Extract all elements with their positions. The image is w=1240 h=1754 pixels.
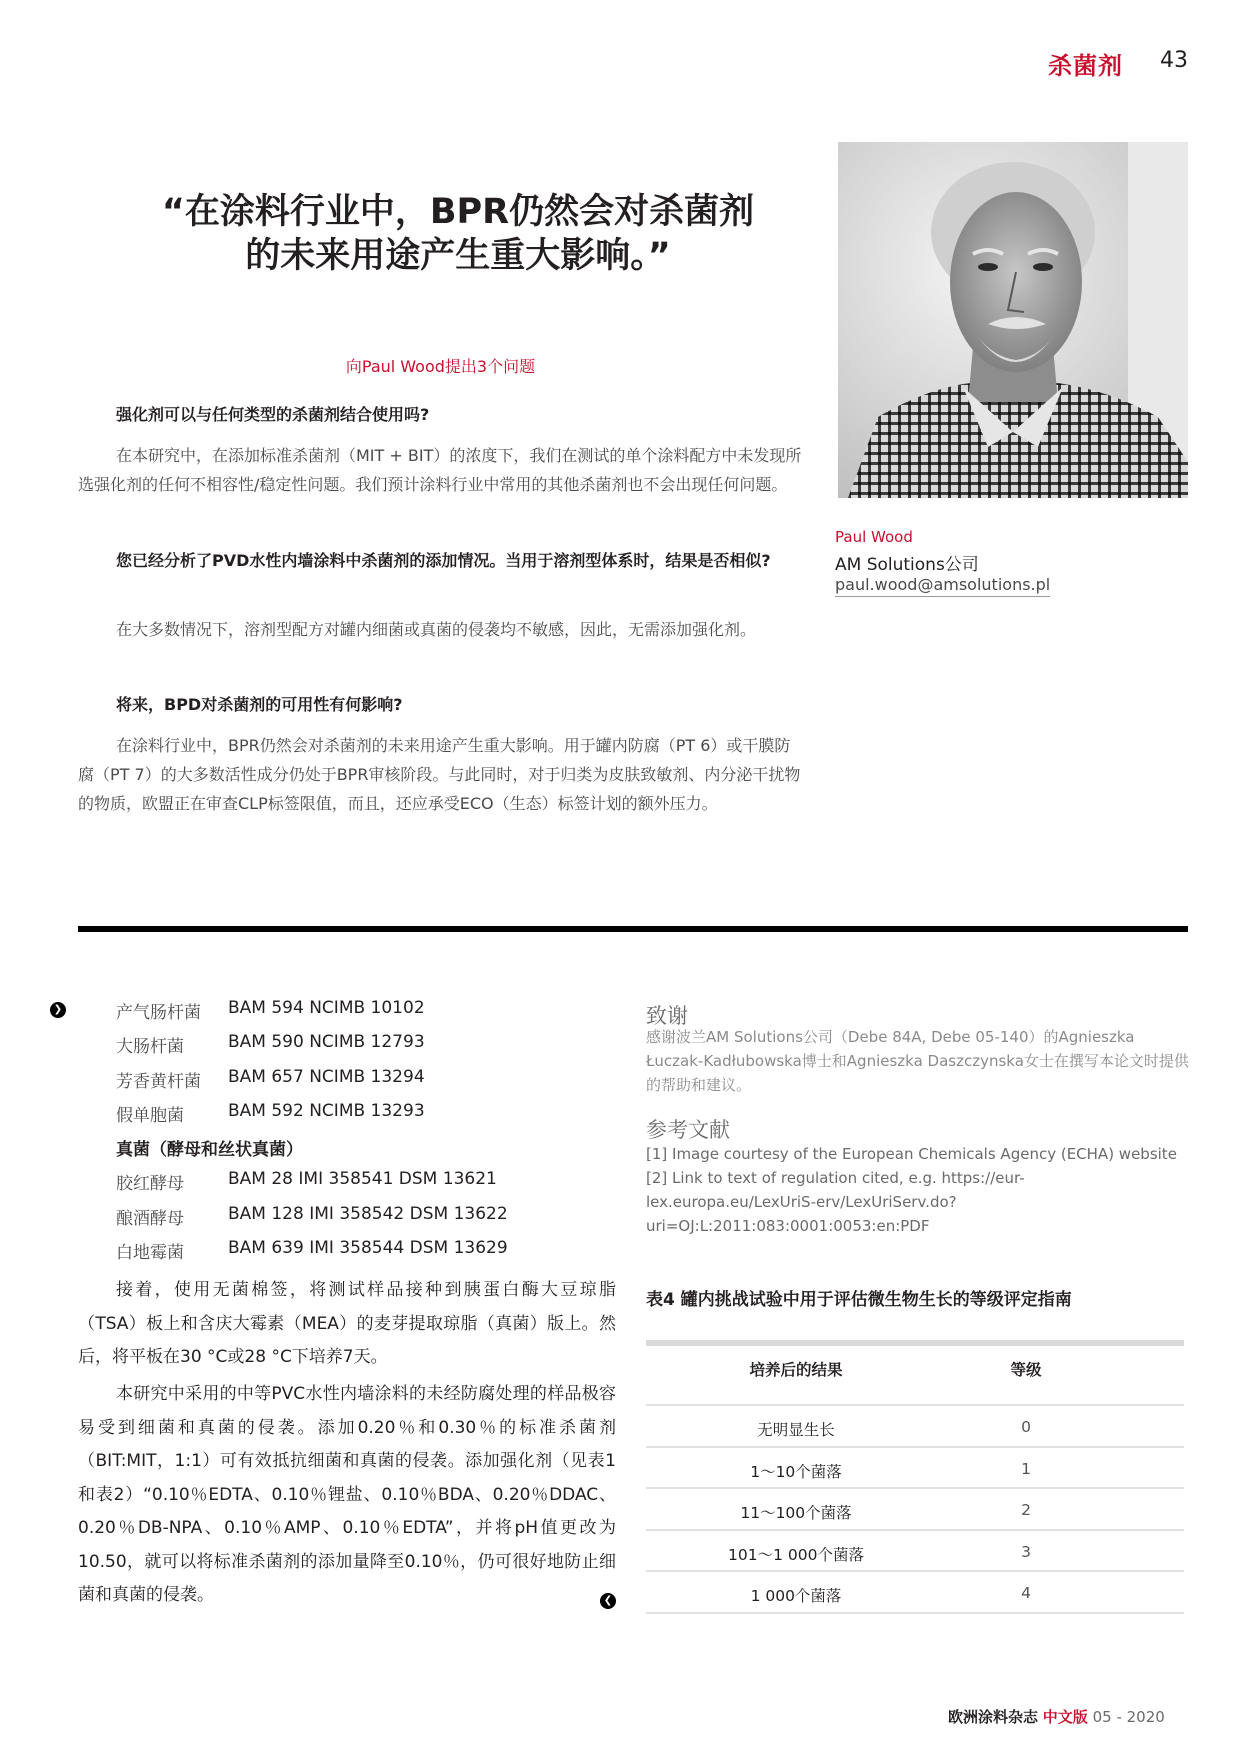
list-item (116, 1032, 626, 1066)
table-cell-result: 101～1 000个菌落 (728, 1545, 864, 1564)
rating-table (646, 1340, 1184, 1614)
strain-list (116, 998, 626, 1272)
strain-code: BAM 590 NCIMB 12793 (228, 1032, 425, 1053)
author-name: Paul Wood (835, 528, 913, 546)
section-title: 杀菌剂 (1048, 52, 1123, 80)
headline-line-1: “在涂料行业中，BPR仍然会对杀菌剂 (161, 192, 755, 232)
references-list (646, 1142, 1191, 1238)
list-item (116, 1067, 626, 1101)
table-header-row (646, 1346, 1184, 1406)
acknowledgement-text: 感谢波兰AM Solutions公司（Debe 84A, Debe 05-140）的Agnieszka Łuczak-Kadłubowska博士和Agnieszka Daszczynska女士在撰写本论文时提供的帮助和建议。 (646, 1028, 1189, 1094)
table-cell-result: 1 000个菌落 (750, 1587, 842, 1605)
reference-item[interactable]: [2] Link to text of regulation cited, e.g. https://eur-lex.europa.eu/LexUriS-erv/LexUriServ.do?uri=OJ:L:2011:083:0001:0053:en:PDF (646, 1169, 1025, 1235)
table-caption: 表4 罐内挑战试验中用于评估微生物生长的等级评定指南 (646, 1290, 1072, 1310)
continue-arrow-icon[interactable]: ❯ (50, 1002, 66, 1018)
list-item (116, 1101, 626, 1135)
strain-code: BAM 28 IMI 358541 DSM 13621 (228, 1169, 497, 1190)
headline (98, 190, 818, 278)
headline-line-2: 的未来用途产生重大影响。” (245, 236, 671, 276)
strain-code: BAM 594 NCIMB 10102 (228, 998, 425, 1018)
strain-code: BAM 128 IMI 358542 DSM 13622 (228, 1203, 508, 1224)
strain-code: BAM 657 NCIMB 13294 (228, 1066, 425, 1087)
list-item (116, 1169, 626, 1203)
column-header: 培养后的结果 (749, 1361, 843, 1379)
page-number: 43 (1160, 48, 1188, 73)
list-item (116, 1135, 626, 1169)
strain-code: BAM 592 NCIMB 13293 (228, 1100, 425, 1121)
body-paragraph-1: 接着，使用无菌棉签，将测试样品接种到胰蛋白酶大豆琼脂（TSA）板上和含庆大霉素（MEA）的麦芽提取琼脂（真菌）版上。然后，将平板在30 °C或28 °C下培养7天。 (78, 1280, 616, 1367)
strain-name: 假单胞菌 (116, 1105, 184, 1126)
table-row (646, 1406, 1184, 1448)
table-cell-grade: 0 (1021, 1418, 1031, 1436)
question-2: 您已经分析了PVD水性内墙涂料中杀菌剂的添加情况。当用于溶剂型体系时，结果是否相似? (116, 551, 771, 570)
answer-1: 在本研究中，在添加标准杀菌剂（MIT + BIT）的浓度下，我们在测试的单个涂料配方中未发现所选强化剂的任何不相容性/稳定性问题。我们预计涂料行业中常用的其他杀菌剂也不会出现任何问题。 (78, 446, 802, 494)
strain-code: BAM 639 IMI 358544 DSM 13629 (228, 1238, 508, 1259)
answer-2: 在大多数情况下，溶剂型配方对罐内细菌或真菌的侵袭均不敏感，因此，无需添加强化剂。 (116, 620, 757, 639)
strain-name: 胶红酵母 (116, 1174, 184, 1195)
issue-label: 05 - 2020 (1092, 1708, 1165, 1726)
table-cell-result: 无明显生长 (757, 1421, 835, 1439)
table-row (646, 1531, 1184, 1573)
author-email-link[interactable]: paul.wood@amsolutions.pl (835, 575, 1050, 597)
strain-name: 产气肠杆菌 (116, 1003, 201, 1023)
fungi-group-heading: 真菌（酵母和丝状真菌） (116, 1140, 303, 1161)
author-portrait (838, 142, 1188, 498)
author-company: AM Solutions公司 (835, 555, 979, 575)
table-row (646, 1572, 1184, 1614)
table-cell-grade: 3 (1021, 1542, 1031, 1561)
answer-3: 在涂料行业中，BPR仍然会对杀菌剂的未来用途产生重大影响。用于罐内防腐（PT 6）或干膜防腐（PT 7）的大多数活性成分仍处于BPR审核阶段。与此同时，对于归类为皮肤致敏剂、内分泌干扰物的物质，欧盟正在审查CLP标签限值，而且，还应承受ECO（生态）标签计划的额外压力。 (78, 736, 801, 813)
magazine-name: 欧洲涂料杂志 (948, 1708, 1039, 1726)
table-cell-grade: 1 (1021, 1459, 1031, 1478)
acknowledgement-title: 致谢 (646, 1004, 688, 1028)
list-item (116, 998, 626, 1032)
table-cell-result: 11～100个菌落 (740, 1504, 852, 1522)
page-footer (948, 1706, 1165, 1727)
strain-name: 大肠杆菌 (116, 1037, 184, 1058)
table-cell-grade: 4 (1021, 1584, 1031, 1602)
back-arrow-icon[interactable]: ❮ (600, 1593, 616, 1609)
strain-name: 酿酒酵母 (116, 1208, 184, 1229)
references-title: 参考文献 (646, 1118, 730, 1142)
body-paragraph-2: 本研究中采用的中等PVC水性内墙涂料的未经防腐处理的样品极容易受到细菌和真菌的侵袭。添加0.20％和0.30％的标准杀菌剂（BIT:MIT，1:1）可有效抵抗细菌和真菌的侵袭。添加强化剂（见表1和表2）“0.10％EDTA、0.10％锂盐、0.10％BDA、0.20％DDAC、0.20％DB-NPA、0.10％AMP、0.10％EDTA”，并将pH值更改为10.50，就可以将标准杀菌剂的添加量降至0.10％，仍可很好地防止细菌和真菌的侵袭。 (78, 1384, 616, 1605)
reference-item: [1] Image courtesy of the European Chemicals Agency (ECHA) website (646, 1145, 1177, 1163)
portrait-image (838, 142, 1188, 498)
table-cell-grade: 2 (1021, 1501, 1031, 1519)
column-header: 等级 (1010, 1361, 1042, 1379)
table-row (646, 1489, 1184, 1531)
strain-name: 芳香黄杆菌 (116, 1071, 201, 1092)
question-1: 强化剂可以与任何类型的杀菌剂结合使用吗? (116, 405, 430, 424)
list-item (116, 1238, 626, 1272)
table-cell-result: 1～10个菌落 (750, 1462, 842, 1481)
edition-label: 中文版 (1042, 1708, 1088, 1726)
question-3: 将来，BPD对杀菌剂的可用性有何影响? (116, 695, 403, 714)
section-divider (78, 926, 1188, 932)
strain-name: 白地霉菌 (116, 1243, 184, 1264)
list-item (116, 1204, 626, 1238)
table-row (646, 1448, 1184, 1490)
interview-heading: 向Paul Wood提出3个问题 (345, 357, 536, 376)
